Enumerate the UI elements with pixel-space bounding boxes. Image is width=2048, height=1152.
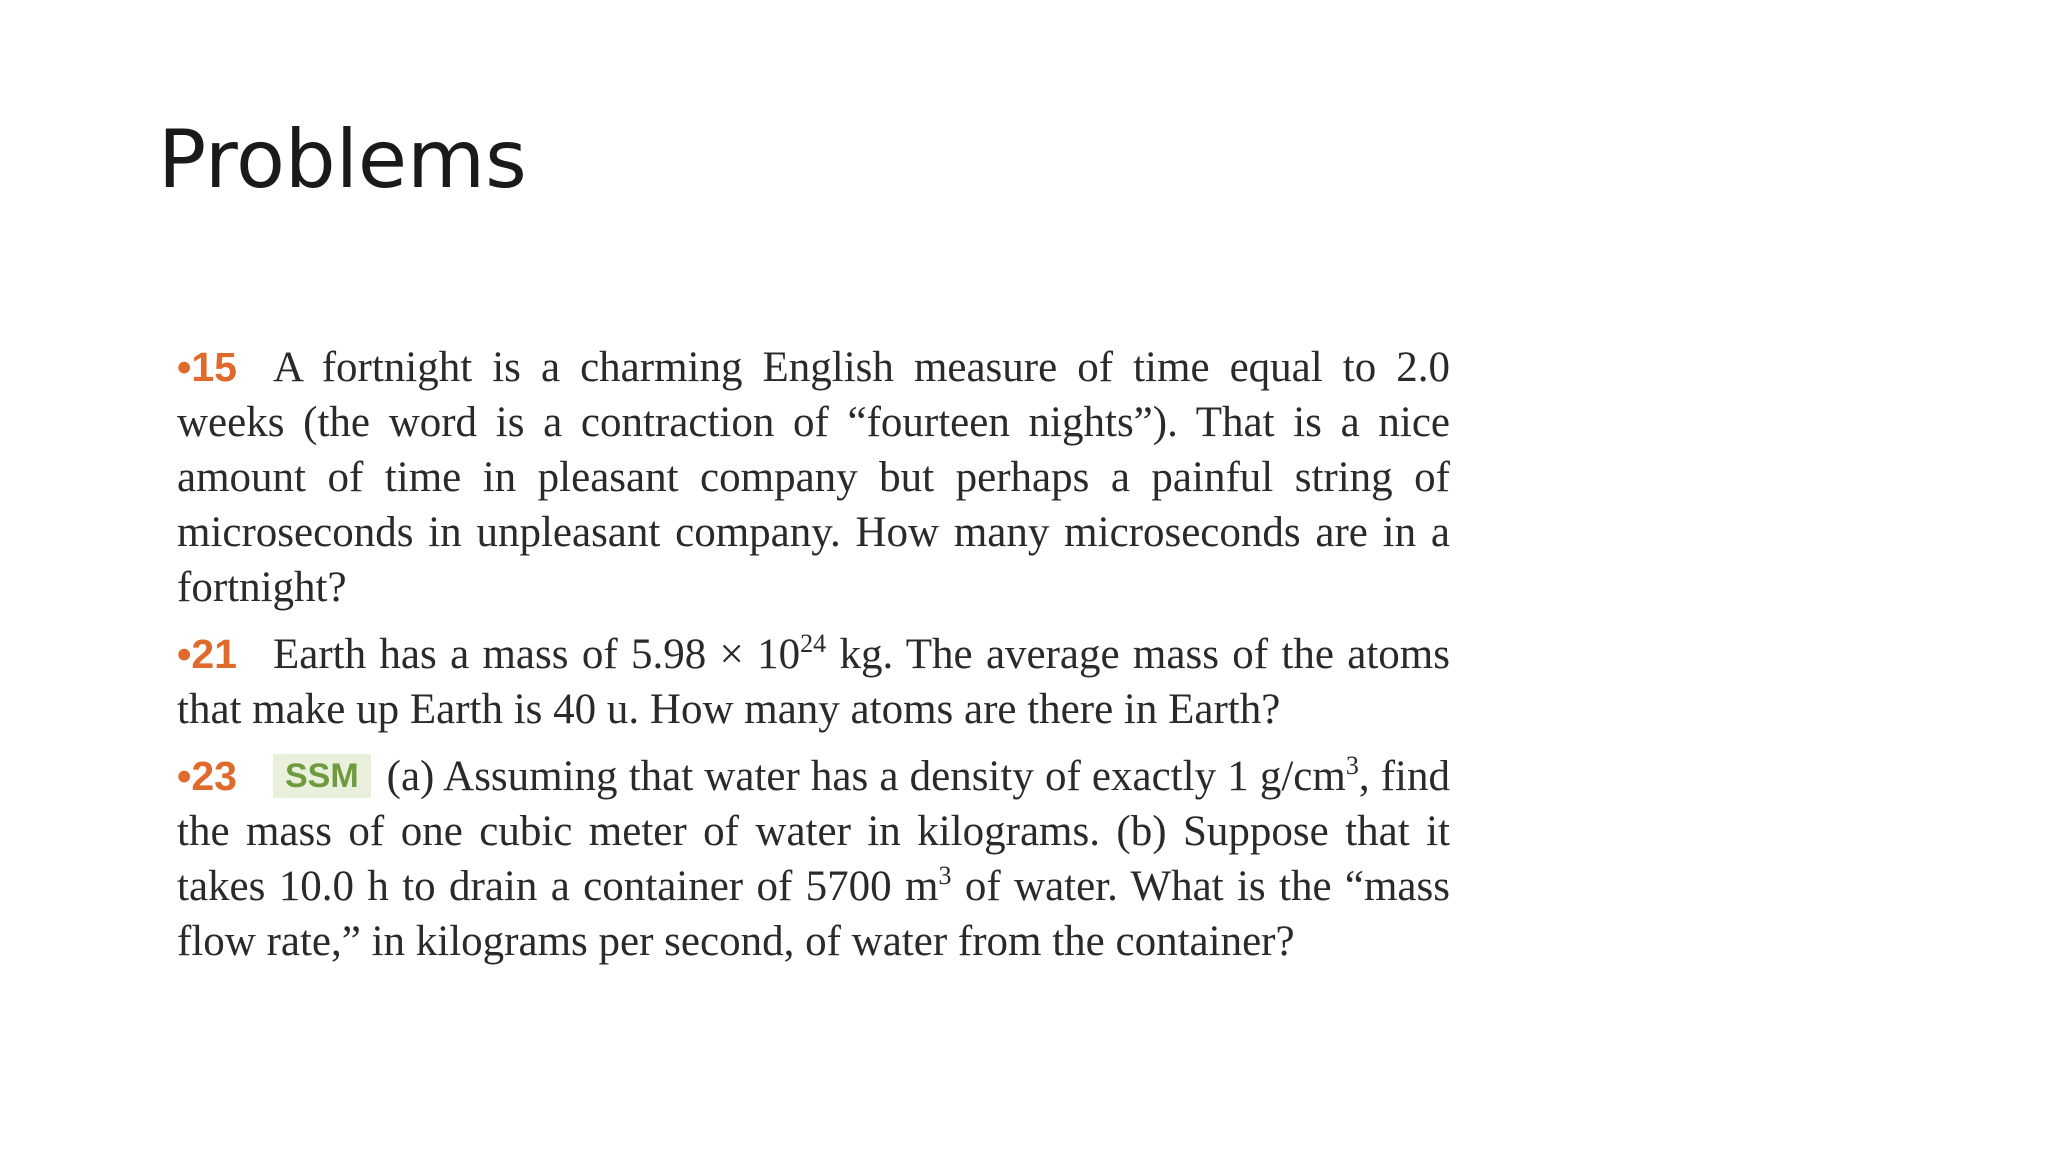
problem-text-part: , find the mass of one cubic meter of water in kilograms. (b) Suppose that it takes 10.0 h to drain a container of 5700 m — [177, 753, 1450, 910]
problem-number: •21 — [177, 631, 237, 677]
problem-text: A fortnight is a charming English measure of time equal to 2.0 weeks (the word is a contraction of “fourteen nights”). That is a nice amount of time in pleasant company but perhaps a painful string of microseconds in unpleasant company. How many microseconds are in a fortnight? — [177, 344, 1450, 611]
slide-title: Problems — [158, 113, 527, 206]
exponent: 3 — [1345, 751, 1359, 780]
problem-23 — [177, 749, 1450, 969]
problem-text-part: kg. The average mass of the atoms that make up Earth is 40 u. How many atoms are there in Earth? — [177, 631, 1450, 733]
problem-text-part: Earth has a mass of 5.98 × 10 — [272, 631, 801, 678]
problem-text-part: (a) Assuming that water has a density of exactly 1 g/cm — [386, 753, 1346, 800]
ssm-badge: SSM — [273, 754, 371, 798]
problem-15 — [177, 340, 1450, 615]
problem-number: •15 — [177, 344, 237, 390]
problem-list — [177, 340, 1450, 981]
problem-number: •23 — [177, 753, 237, 799]
problem-21 — [177, 627, 1450, 737]
exponent: 24 — [800, 629, 827, 658]
exponent: 3 — [938, 861, 952, 890]
problem-text-part: of water. What is the “mass flow rate,” in kilograms per second, of water from the container? — [177, 863, 1450, 965]
